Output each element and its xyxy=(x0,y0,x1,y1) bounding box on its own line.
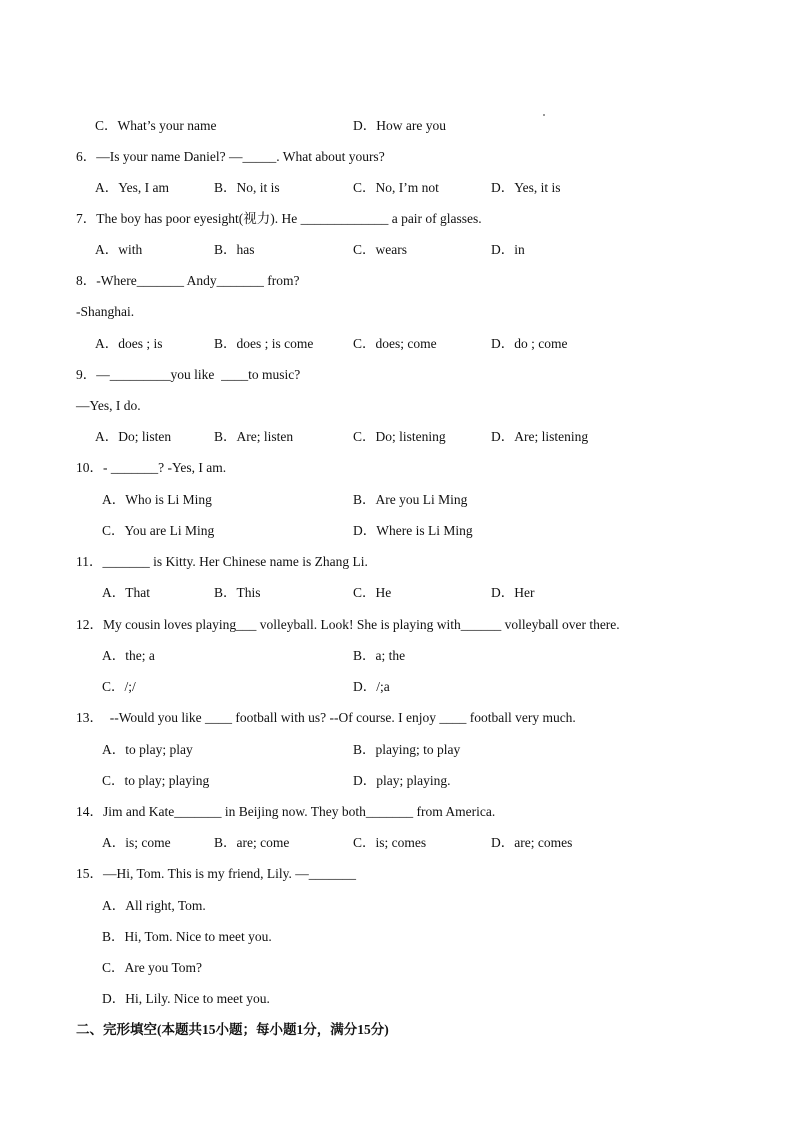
q5-option-c: C．What’s your name xyxy=(95,118,217,133)
q6-option-b: B．No, it is xyxy=(214,180,280,195)
q8-option-a: A．does ; is xyxy=(95,336,163,351)
q13-option-b: B．playing; to play xyxy=(353,742,461,757)
q12-option-b: B．a; the xyxy=(353,648,406,663)
q14-option-b: B．are; come xyxy=(214,835,290,850)
q15-option-a: A．All right, Tom. xyxy=(102,898,206,913)
q8-option-b: B．does ; is come xyxy=(214,336,314,351)
q10-option-b: B．Are you Li Ming xyxy=(353,492,468,507)
q10-option-d: D．Where is Li Ming xyxy=(353,523,473,538)
q9-option-a: A．Do; listen xyxy=(95,429,172,444)
q8-option-c: C．does; come xyxy=(353,336,437,351)
q7-option-a: A．with xyxy=(95,242,143,257)
q9-option-d: D．Are; listening xyxy=(491,429,589,444)
q11-stem: 11．_______ is Kitty. Her Chinese name is Zhang Li. xyxy=(76,554,368,569)
q6-option-c: C．No, I’m not xyxy=(353,180,439,195)
q15-stem: 15．—Hi, Tom. This is my friend, Lily. —_______ xyxy=(76,866,357,881)
q8-option-d: D．do ; come xyxy=(491,336,568,351)
q13-option-a: A．to play; play xyxy=(102,742,193,757)
q11-option-c: C．He xyxy=(353,585,392,600)
q11-option-b: B．This xyxy=(214,585,261,600)
q13-option-d: D．play; playing. xyxy=(353,773,451,788)
q10-option-a: A．Who is Li Ming xyxy=(102,492,212,507)
q14-option-c: C．is; comes xyxy=(353,835,427,850)
q7-option-d: D．in xyxy=(491,242,525,257)
q10-option-c: C．You are Li Ming xyxy=(102,523,215,538)
q5-option-d: D．How are you xyxy=(353,118,446,133)
q8-stem: 8．-Where_______ Andy_______ from? xyxy=(76,273,300,288)
q13-stem: 13． --Would you like ____ football with us? --Of course. I enjoy ____ football very much. xyxy=(76,710,576,725)
q14-stem: 14．Jim and Kate_______ in Beijing now. They both_______ from America. xyxy=(76,804,496,819)
q14-option-a: A．is; come xyxy=(102,835,171,850)
q15-option-c: C．Are you Tom? xyxy=(102,960,203,975)
q11-option-a: A．That xyxy=(102,585,150,600)
q10-stem: 10．- _______? -Yes, I am. xyxy=(76,460,227,475)
q6-stem: 6．—Is your name Daniel? —_____. What about yours? xyxy=(76,149,385,164)
q7-option-b: B．has xyxy=(214,242,255,257)
stray-dot xyxy=(543,114,545,116)
q13-option-c: C．to play; playing xyxy=(102,773,210,788)
q12-option-d: D．/;a xyxy=(353,679,390,694)
q15-option-d: D．Hi, Lily. Nice to meet you. xyxy=(102,991,270,1006)
q15-option-b: B．Hi, Tom. Nice to meet you. xyxy=(102,929,272,944)
q8-reply: -Shanghai. xyxy=(76,304,135,319)
section-2-title: 二、完形填空(本题共15小题；每小题1分，满分15分) xyxy=(76,1022,389,1037)
q9-reply: —Yes, I do. xyxy=(76,398,141,413)
q12-option-c: C．/;/ xyxy=(102,679,136,694)
q6-option-d: D．Yes, it is xyxy=(491,180,561,195)
q9-option-c: C．Do; listening xyxy=(353,429,446,444)
q12-stem: 12．My cousin loves playing___ volleyball. Look! She is playing with______ volleyball over there. xyxy=(76,617,620,632)
q9-stem: 9．—_________you like ____to music? xyxy=(76,367,301,382)
q11-option-d: D．Her xyxy=(491,585,535,600)
q7-stem: 7．The boy has poor eyesight(视力). He _____________ a pair of glasses. xyxy=(76,211,482,226)
q14-option-d: D．are; comes xyxy=(491,835,573,850)
q9-option-b: B．Are; listen xyxy=(214,429,294,444)
q7-option-c: C．wears xyxy=(353,242,407,257)
q12-option-a: A．the; a xyxy=(102,648,155,663)
q6-option-a: A．Yes, I am xyxy=(95,180,170,195)
